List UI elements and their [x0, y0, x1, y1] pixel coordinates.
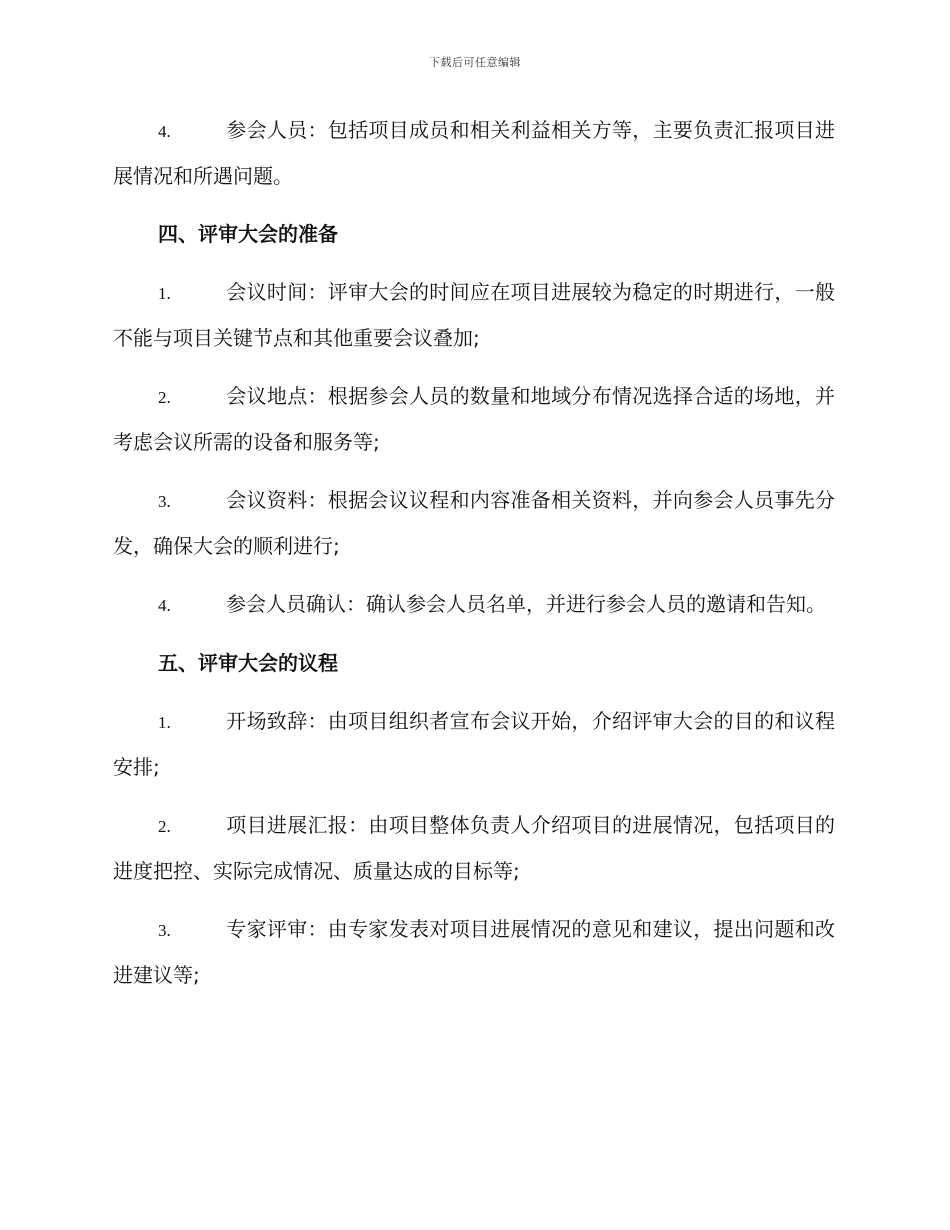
list-item-text: 专家评审：由专家发表对项目进展情况的意见和建议，提出问题和改进建议等;	[113, 917, 835, 987]
list-item	[113, 108, 835, 199]
list-item-number: 2.	[158, 817, 171, 836]
list-item-number: 4.	[158, 596, 171, 615]
list-item-text: 会议地点：根据参会人员的数量和地域分布情况选择合适的场地，并考虑会议所需的设备和服务等;	[113, 384, 835, 454]
list-item	[113, 907, 835, 998]
list-item-text: 参会人员：包括项目成员和相关利益相关方等，主要负责汇报项目进展情况和所遇问题。	[113, 118, 835, 188]
list-item	[113, 270, 835, 361]
section-heading: 四、评审大会的准备	[158, 222, 338, 246]
page-header: 下载后可任意编辑	[429, 56, 521, 69]
list-item-number: 3.	[158, 921, 171, 940]
list-item-text: 项目进展汇报：由项目整体负责人介绍项目的进展情况，包括项目的进度把控、实际完成情况、质量达成的目标等;	[113, 813, 835, 883]
document-body	[113, 108, 835, 1011]
list-item	[113, 374, 835, 465]
list-item-text: 开场致辞：由项目组织者宣布会议开始，介绍评审大会的目的和议程安排;	[113, 709, 835, 779]
list-item-number: 2.	[158, 388, 171, 407]
list-item-number: 3.	[158, 492, 171, 511]
list-item-text: 会议时间：评审大会的时间应在项目进展较为稳定的时期进行，一般不能与项目关键节点和其他重要会议叠加;	[113, 280, 835, 350]
list-item	[113, 803, 835, 894]
list-item	[113, 582, 835, 628]
list-item-number: 1.	[158, 713, 171, 732]
list-item-text: 参会人员确认：确认参会人员名单，并进行参会人员的邀请和告知。	[226, 592, 826, 616]
list-item	[113, 478, 835, 569]
section-heading: 五、评审大会的议程	[158, 651, 338, 675]
list-item-number: 1.	[158, 284, 171, 303]
list-item	[113, 699, 835, 790]
list-item-text: 会议资料：根据会议议程和内容准备相关资料，并向参会人员事先分发，确保大会的顺利进行;	[113, 488, 835, 558]
list-item-number: 4.	[158, 122, 171, 141]
